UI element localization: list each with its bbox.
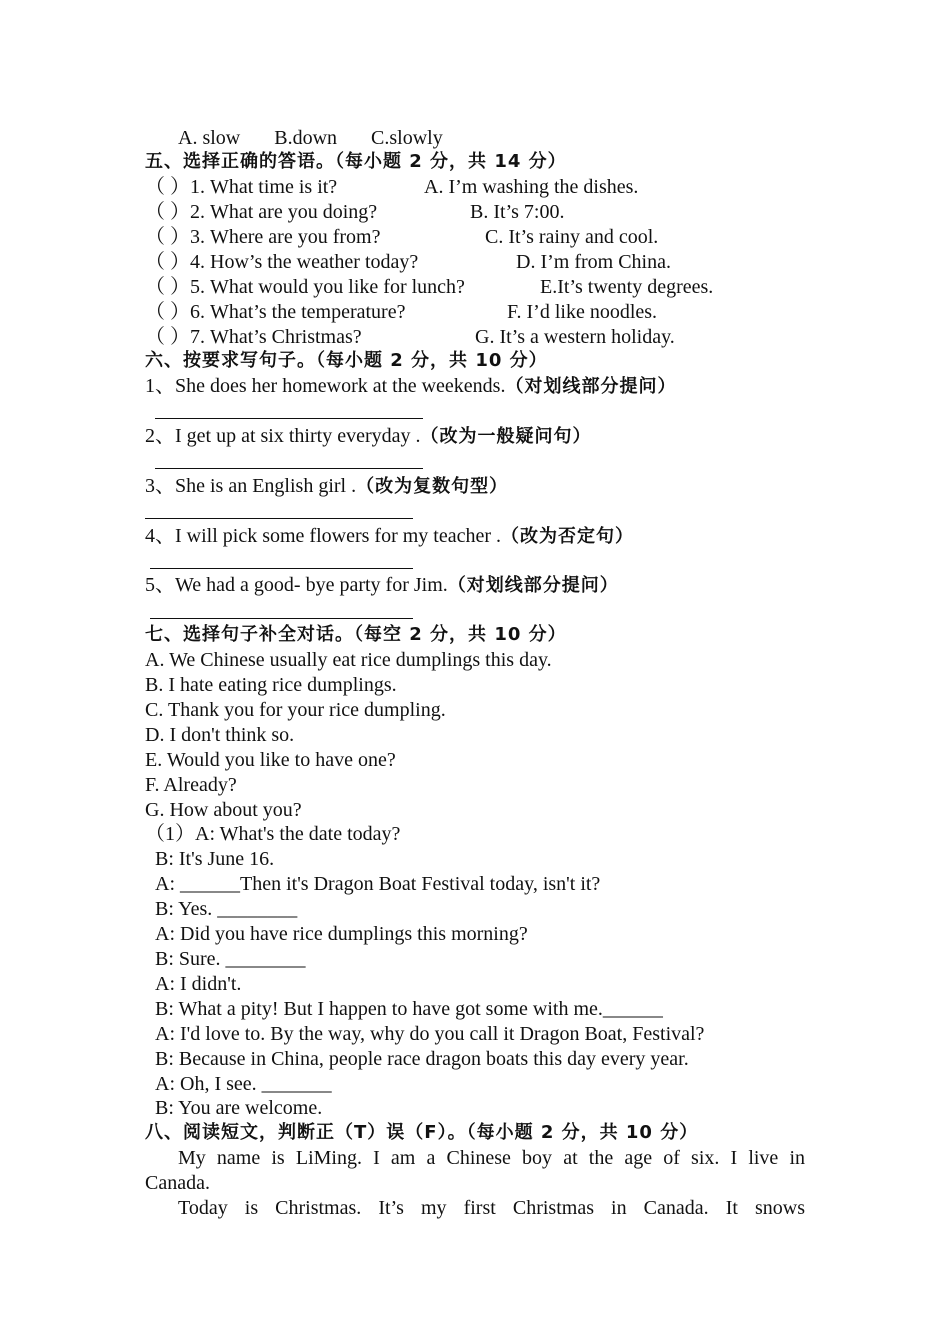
passage-line-3: Today is Christmas. It’s my first Christmas in Canada. It snows: [178, 1197, 805, 1219]
passage-line-2: Canada.: [145, 1172, 210, 1194]
s7-option-a: A. We Chinese usually eat rice dumplings this day.: [145, 649, 552, 671]
s5-answer-d: D. I’m from China.: [516, 251, 671, 273]
previous-options-row: [178, 126, 443, 150]
dialogue-line-4: B: Yes. ________: [155, 898, 298, 920]
s5-question-7: （ ）7. What’s Christmas?: [145, 326, 362, 348]
dialogue-line-3: A: ______Then it's Dragon Boat Festival today, isn't it?: [155, 873, 601, 895]
s6-item-2-instruction: （改为一般疑问句）: [420, 426, 592, 447]
section-5-title: 五、选择正确的答语。（每小题 2 分，共 14 分）: [145, 151, 567, 172]
s6-item-5-text: 5、We had a good- bye party for Jim.: [145, 574, 448, 596]
answer-line-5[interactable]: [150, 618, 413, 619]
s6-item-5-instruction: （对划线部分提问）: [447, 575, 619, 596]
option-b: B.down: [274, 127, 338, 149]
s5-question-5: （ ）5. What would you like for lunch?: [145, 276, 465, 298]
passage-line-1: My name is LiMing. I am a Chinese boy at the age of six. I live in: [178, 1147, 805, 1169]
dialogue-line-8: B: What a pity! But I happen to have got some with me.______: [155, 998, 663, 1020]
option-a: A. slow: [178, 127, 241, 149]
s5-question-1: （ ）1. What time is it?: [145, 176, 338, 198]
s6-item-3-text: 3、She is an English girl .: [145, 475, 357, 497]
s6-item-1-text: 1、She does her homework at the weekends.: [145, 375, 506, 397]
s7-option-b: B. I hate eating rice dumplings.: [145, 674, 397, 696]
dialogue-line-12: B: You are welcome.: [155, 1097, 323, 1119]
section-7-title: 七、选择句子补全对话。（每空 2 分，共 10 分）: [145, 624, 567, 645]
dialogue-line-10: B: Because in China, people race dragon boats this day every year.: [155, 1048, 689, 1070]
answer-line-1[interactable]: [155, 418, 423, 419]
s6-item-4: [145, 524, 634, 549]
dialogue-line-7: A: I didn't.: [155, 973, 242, 995]
answer-line-4[interactable]: [150, 568, 413, 569]
s6-item-4-text: 4、I will pick some flowers for my teacher .: [145, 525, 502, 547]
answer-line-3[interactable]: [145, 518, 413, 519]
s6-item-2: [145, 424, 592, 449]
option-c: C.slowly: [371, 127, 443, 149]
dialogue-line-2: B: It's June 16.: [155, 848, 275, 870]
s5-question-3: （ ）3. Where are you from?: [145, 226, 381, 248]
s5-answer-g: G. It’s a western holiday.: [475, 326, 675, 348]
s5-question-2: （ ）2. What are you doing?: [145, 201, 378, 223]
s5-question-6: （ ）6. What’s the temperature?: [145, 301, 406, 323]
answer-line-2[interactable]: [155, 468, 423, 469]
s7-option-g: G. How about you?: [145, 799, 302, 821]
s5-answer-e: E.It’s twenty degrees.: [540, 276, 714, 298]
s7-option-f: F. Already?: [145, 774, 237, 796]
s7-option-c: C. Thank you for your rice dumpling.: [145, 699, 446, 721]
s5-answer-c: C. It’s rainy and cool.: [485, 226, 659, 248]
s5-answer-a: A. I’m washing the dishes.: [424, 176, 639, 198]
dialogue-line-1: （1）A: What's the date today?: [145, 823, 401, 845]
s6-item-1-instruction: （对划线部分提问）: [505, 376, 677, 397]
s6-item-5: [145, 573, 619, 598]
s5-answer-b: B. It’s 7:00.: [470, 201, 565, 223]
dialogue-line-6: B: Sure. ________: [155, 948, 306, 970]
s6-item-2-text: 2、I get up at six thirty everyday .: [145, 425, 421, 447]
section-6-title: 六、按要求写句子。（每小题 2 分，共 10 分）: [145, 350, 548, 371]
s6-item-1: [145, 374, 676, 399]
s6-item-3: [145, 474, 508, 499]
section-8-title: 八、阅读短文，判断正（T）误（F）。（每小题 2 分，共 10 分）: [145, 1122, 699, 1143]
dialogue-line-5: A: Did you have rice dumplings this morning?: [155, 923, 528, 945]
s7-option-e: E. Would you like to have one?: [145, 749, 396, 771]
dialogue-line-9: A: I'd love to. By the way, why do you call it Dragon Boat, Festival?: [155, 1023, 705, 1045]
dialogue-line-11: A: Oh, I see. _______: [155, 1073, 332, 1095]
s5-answer-f: F. I’d like noodles.: [507, 301, 658, 323]
s6-item-3-instruction: （改为复数句型）: [356, 476, 509, 497]
s6-item-4-instruction: （改为否定句）: [501, 526, 635, 547]
s7-option-d: D. I don't think so.: [145, 724, 295, 746]
s5-question-4: （ ）4. How’s the weather today?: [145, 251, 419, 273]
